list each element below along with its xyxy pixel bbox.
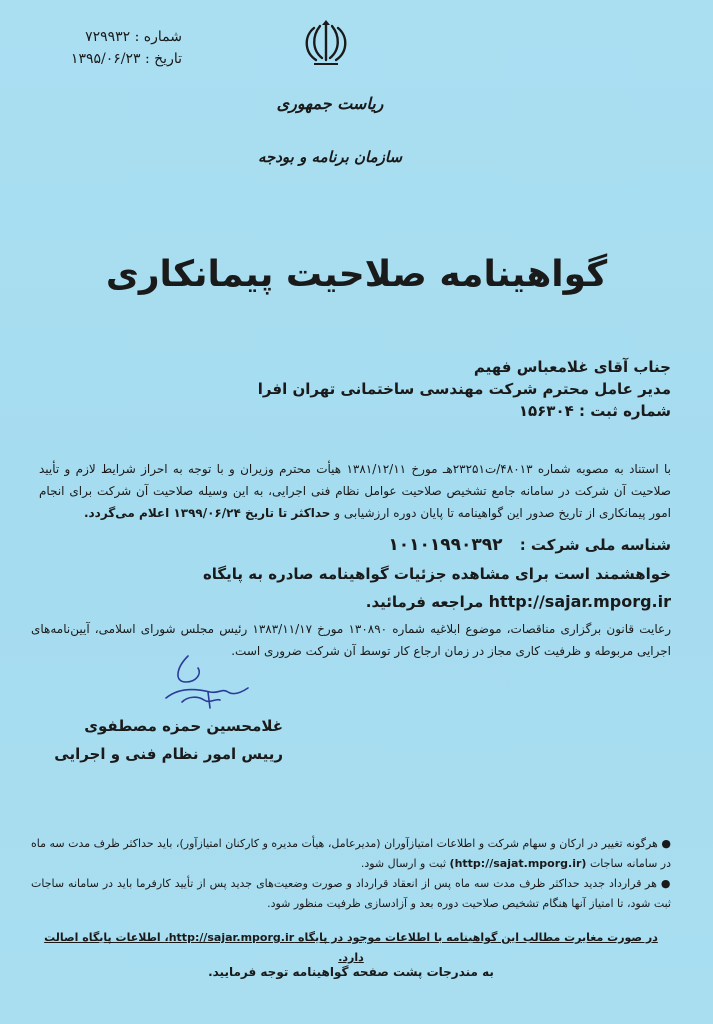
national-id-value: ۱۰۱۰۱۹۹۰۳۹۲ [388,535,503,555]
body-text-main: با استناد به مصوبه شماره ۴۸۰۱۳/ت۲۳۲۵۱هـ مورخ ۱۳۸۱/۱۲/۱۱ هیأت محترم وزیران و با توجه به احراز شرایط لازم و تأیید صلاحیت آن شرکت در سامانه جامع تشخیص صلاحیت عوامل نظام فنی اجرایی، به این وسیله صلاحیت آن شرکت برای انجام امور پیمانکاری از تاریخ صدور این گواهینامه تا پایان دوره ارزشیابی و [39,462,671,520]
national-id-row [111,534,671,556]
certificate-title: گواهینامه صلاحیت پیمانکاری [105,254,608,295]
verification-request-line: خواهشمند است برای مشاهده جزئیات گواهینامه صادره به پایگاه [202,565,671,583]
bullet-icon: ● [660,877,672,890]
iran-emblem-icon [300,20,352,70]
note-item [31,834,671,874]
letter-number-row [22,26,182,48]
note1-text: هرگونه تغییر در ارکان و سهام شرکت و اطلاعات امتیازآوران (مدیرعامل، هیأت مدیره و کارکنان امتیازآور)، باید حداکثر ظرف مدت سه ماه در سامانه ساجات [31,837,671,870]
national-id-label: شناسه ملی شرکت : [519,536,671,554]
signer-name: غلامحسین حمزه مصطفوی [84,717,283,735]
recipient-salutation: جناب آقای غلامعباس فهیم [473,358,671,376]
signer-block [23,712,283,768]
discrepancy-warning: در صورت مغایرت مطالب این گواهینامه با اطلاعات موجود در پایگاه http://sajar.mporg.ir، اطلاعات پایگاه اصالت دارد. [44,931,658,964]
note2-text: هر قرارداد جدید حداکثر ظرف مدت سه ماه پس از انعقاد قرارداد و صورت وضعیت‌های جدید پس از تأیید کارفرما باید در سامانه ساجات ثبت شود، تا امتیاز آنها هنگام تشخیص صلاحیت دوره بعد و آزادسازی ظرفیت منظور شود. [31,877,671,910]
sajat-link[interactable]: (http://sajat.mporg.ir) [449,857,587,870]
letter-number-value: ۷۲۹۹۳۲ [85,29,131,45]
verification-request-suffix: مراجعه فرمائید. [365,593,484,611]
registration-number: شماره ثبت : ۱۵۶۳۰۴ [518,402,671,420]
organization-heading: سازمان برنامه و بودجه [257,148,403,166]
sajar-link[interactable]: http://sajar.mporg.ir [488,592,671,611]
letter-date-row [22,48,182,70]
recipient-position: مدیر عامل محترم شرکت مهندسی ساختمانی تهران افرا [257,380,671,398]
signer-role: رییس امور نظام فنی و اجرایی [54,745,283,763]
backside-notice: به مندرجات پشت صفحه گواهینامه توجه فرمایید. [208,965,494,979]
notes-block [31,834,671,914]
recipient-block [111,356,671,422]
body-text-deadline: حداکثر تا تاریخ ۱۳۹۹/۰۶/۲۴ اعلام می‌گردد. [83,506,331,520]
presidency-heading: ریاست جمهوری [276,94,384,113]
certificate-body [39,458,671,524]
note1-suffix: ثبت و ارسال شود. [360,857,447,870]
letter-date-value: ۱۳۹۵/۰۶/۲۳ [70,51,141,67]
letter-meta [22,26,182,70]
bullet-icon: ● [661,837,671,850]
law-compliance-text: رعایت قانون برگزاری مناقصات، موضوع ابلاغیه شماره ۱۳۰۸۹۰ مورخ ۱۳۸۳/۱۱/۱۷ رئیس مجلس شورای اسلامی، آیین‌نامه‌های اجرایی مربوطه و ظرفیت کاری مجاز در زمان ارجاع کار توسط آن شرکت ضروری است. [31,622,671,658]
note-item [31,874,671,914]
letter-number-label: شماره : [134,29,182,45]
verification-request [111,560,671,616]
letter-date-label: تاریخ : [144,51,182,67]
